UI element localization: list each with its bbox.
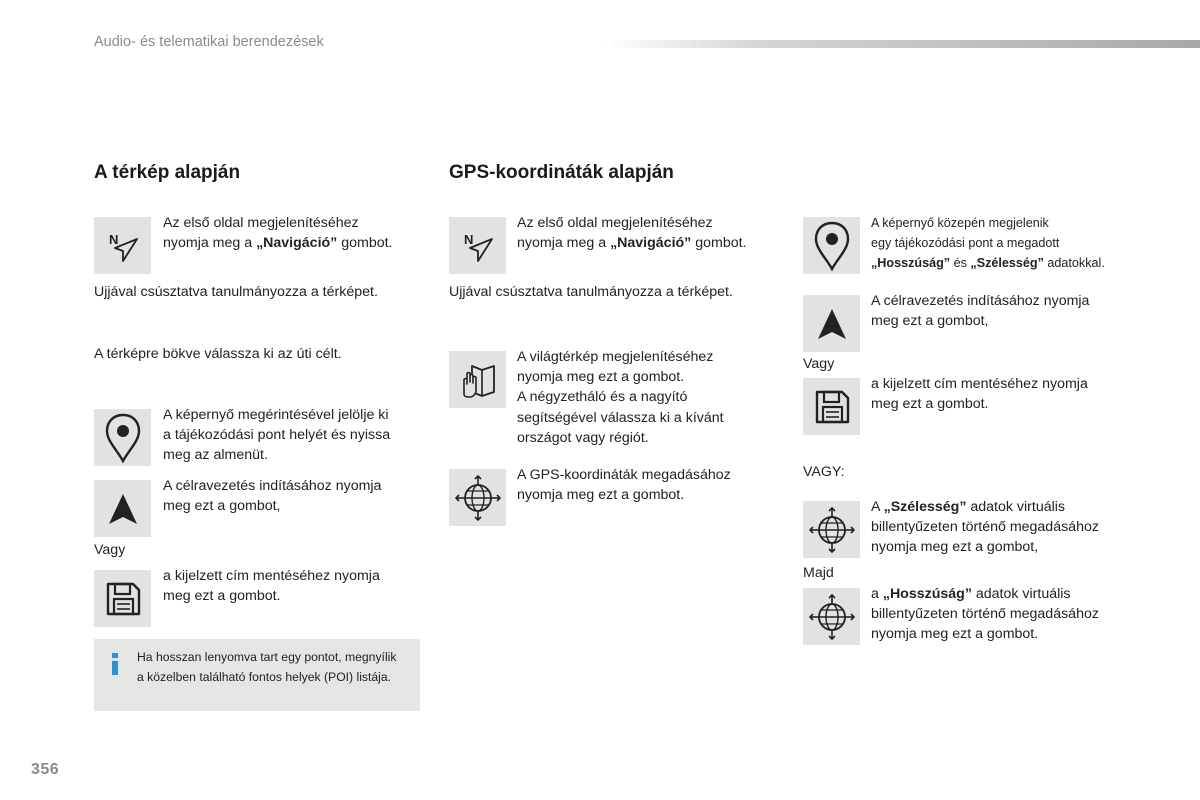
location-pin-icon xyxy=(103,412,143,464)
col3-then-text: Majd xyxy=(803,565,834,581)
navigate-arrow-icon xyxy=(103,489,143,529)
col2-nav-text: Az első oldal megjelenítéséhez nyomja meg a „Navigáció” gombot. xyxy=(517,215,747,252)
gps-coordinates-button[interactable] xyxy=(449,469,506,526)
gps-globe-icon xyxy=(808,506,856,554)
world-map-button[interactable] xyxy=(449,351,506,408)
location-pin-icon xyxy=(812,220,852,272)
svg-text:N: N xyxy=(463,231,473,247)
navigation-icon xyxy=(103,226,143,266)
col3-pin-text: A képernyő közepén megjelenik egy tájékozódási pont a megadott „Hosszúság” és „Szélesség” adatokkal. xyxy=(871,216,1105,271)
info-box xyxy=(94,639,420,711)
navigation-icon xyxy=(458,226,498,266)
gps-globe-icon xyxy=(454,474,502,522)
col2-world-text: A világtérkép megjelenítéséhez nyomja meg ezt a gombot. A négyzetháló és a nagyító segítségével válassza ki a kívánt országot vagy régiót. xyxy=(517,349,724,446)
col1-select-text: A térképre bökve válassza ki az úti célt. xyxy=(94,346,342,362)
col3-save-text: a kijelzett cím mentéséhez nyomja meg ezt a gombot. xyxy=(871,376,1088,413)
navigate-arrow-icon xyxy=(812,304,852,344)
save-button-2[interactable] xyxy=(803,378,860,435)
latitude-button[interactable] xyxy=(803,501,860,558)
col3-or-text: Vagy xyxy=(803,356,835,372)
col3-latitude-text: A „Szélesség” adatok virtuális billentyűzeten történő megadásához nyomja meg ezt a gombot, xyxy=(871,499,1099,556)
col1-heading: A térkép alapján xyxy=(94,162,241,183)
col3-longitude-text: a „Hosszúság” adatok virtuális billentyűzeten történő megadásához nyomja meg ezt a gombot. xyxy=(871,586,1099,643)
location-pin-button[interactable] xyxy=(94,409,151,466)
col2-heading: GPS-koordináták alapján xyxy=(449,162,674,183)
world-map-icon xyxy=(456,358,500,402)
col1-swipe-text: Ujjával csúsztatva tanulmányozza a térképet. xyxy=(94,284,378,300)
navigation-button-2[interactable] xyxy=(449,217,506,274)
start-navigation-button-2[interactable] xyxy=(803,295,860,352)
col1-save-text: a kijelzett cím mentéséhez nyomja meg ezt a gombot. xyxy=(163,568,380,605)
save-icon xyxy=(102,578,144,620)
col1-or-text: Vagy xyxy=(94,542,126,558)
col1-start-text: A célravezetés indításához nyomja meg ezt a gombot, xyxy=(163,478,382,515)
start-navigation-button[interactable] xyxy=(94,480,151,537)
header-bar xyxy=(605,40,1200,48)
info-icon xyxy=(112,653,118,675)
save-icon xyxy=(811,386,853,428)
col2-swipe-text: Ujjával csúsztatva tanulmányozza a térképet. xyxy=(449,284,733,300)
page-header: Audio- és telematikai berendezések xyxy=(94,34,324,50)
svg-text:N: N xyxy=(108,231,118,247)
save-button[interactable] xyxy=(94,570,151,627)
col2-gps-text: A GPS-koordináták megadásához nyomja meg ezt a gombot. xyxy=(517,467,731,504)
col3-start-text: A célravezetés indításához nyomja meg ezt a gombot, xyxy=(871,293,1090,330)
col3-or-caps: VAGY: xyxy=(803,464,845,480)
info-text: Ha hosszan lenyomva tart egy pontot, megnyílik a közelben található fontos helyek (POI) listája. xyxy=(137,650,397,684)
navigation-button[interactable] xyxy=(94,217,151,274)
location-pin-button-2[interactable] xyxy=(803,217,860,274)
longitude-button[interactable] xyxy=(803,588,860,645)
col1-pin-text: A képernyő megérintésével jelölje ki a tájékozódási pont helyét és nyissa meg az almenüt. xyxy=(163,407,391,464)
col1-nav-text: Az első oldal megjelenítéséhez nyomja meg a „Navigáció” gombot. xyxy=(163,215,393,252)
gps-globe-icon xyxy=(808,593,856,641)
page-number: 356 xyxy=(31,761,60,778)
